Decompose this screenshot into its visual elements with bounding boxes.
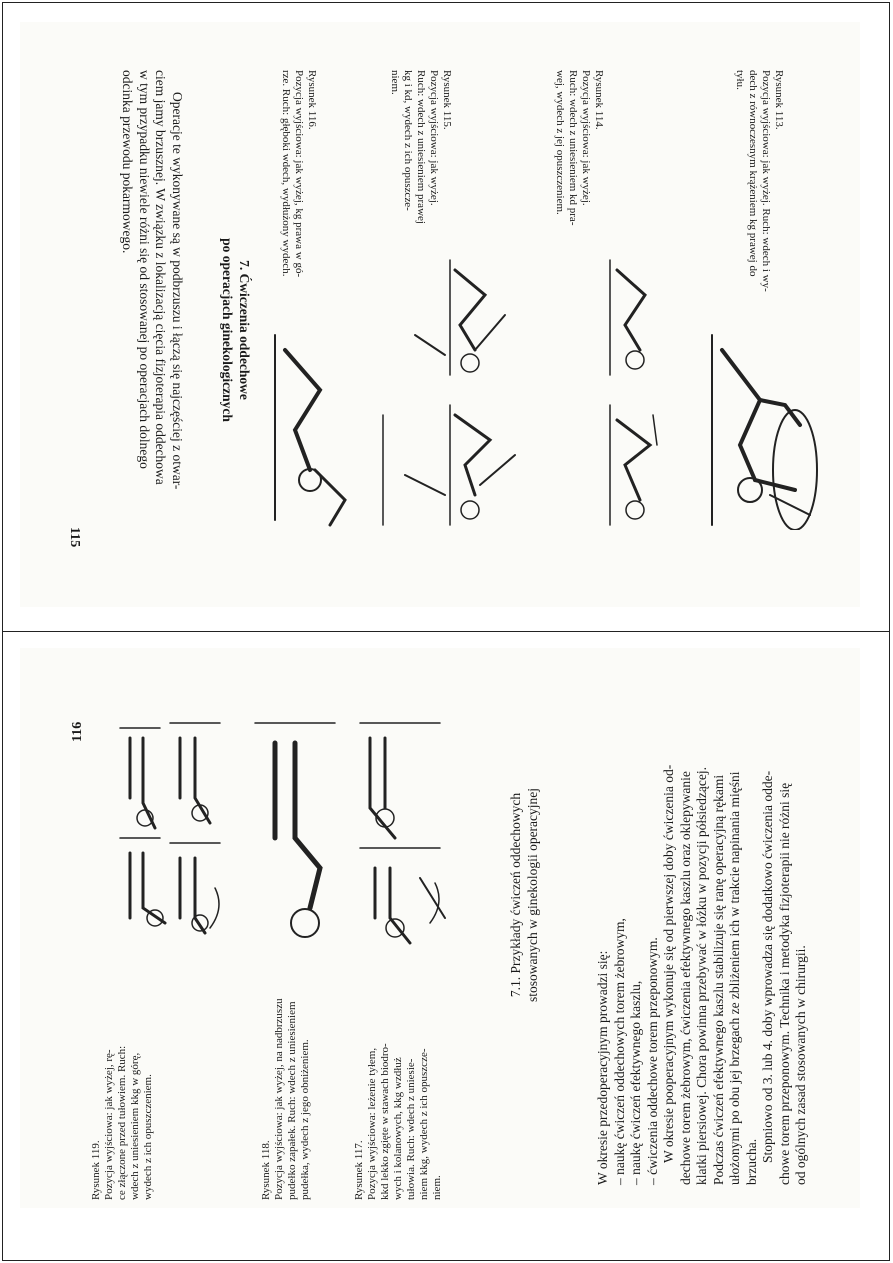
page-number: 116 [70,721,85,742]
caption-line: pudełka, wydech z jego obniżeniem. [299,1039,311,1200]
paragraph-line: dechowe torem żebrowym, ćwiczenia efektywnego kaszlu oraz oklepywanie [677,771,693,1185]
figure-114-caption [553,70,605,225]
figure-119-caption [90,1046,155,1200]
caption-line: rze. Ruch: głęboki wdech, wydłużony wydech. [280,70,292,277]
caption-line: wej, wydech z jej opuszczeniem. [554,70,566,215]
caption-line: Pozycja wyjściowa: jak wyżej. [580,70,592,206]
caption-line: niem. [431,1175,443,1200]
figure-114-drawing [605,255,665,530]
caption-line: ce złączone przed tułowiem. Ruch: [116,1045,128,1200]
paragraph-line: klatki piersiowej. Chora powinna przebywać w łóżku w pozycji półsiedzącej. [694,767,709,1185]
heading-line: 7.1. Przykłady ćwiczeń oddechowych [508,792,523,998]
caption-line: Pozycja wyjściowa: jak wyżej, rę- [103,1049,115,1200]
paragraph-line: Stopniowo od 3. lub 4. doby wprowadza się dodatkowo ćwiczenia odde- [760,770,775,1163]
intro-line: – naukę ćwiczeń oddechowych torem żebrowym, [611,918,627,1185]
figure-117-caption [353,1043,444,1200]
figure-118-drawing [250,718,340,948]
intro-line: – ćwiczenia oddechowe torem przeponowym. [644,937,660,1185]
caption-line: Pozycja wyjściowa: leżenie tyłem, [366,1047,378,1200]
caption-line: niem kkg, wydech z ich opuszcze- [418,1048,430,1200]
heading-line: stosowanych w ginekologii operacyjnej [524,787,540,1003]
paragraph-line: ciem jamy brzusznej. W związku z lokalizacją cięcia fizjoterapia oddechowa [153,70,169,485]
caption-line: Ruch: wdech z uniesieniem kd pra- [567,70,579,226]
figure-116-drawing [255,330,355,530]
caption-line: kkd lekko zgięte w stawach biodro- [379,1043,391,1200]
paragraph-line: Podczas ćwiczeń efektywnego kaszlu stabilizuje się ranę operacyjną rękami [710,774,726,1185]
caption-line: tułowia. Ruch: wdech z uniesie- [405,1058,417,1200]
paragraph-line: od ogólnych zasad stosowanych w chirurgii. [793,945,808,1185]
intro-line: W okresie przedoperacyjnym prowadzi się: [595,950,610,1185]
section-7-paragraph [119,70,185,489]
figure-113-drawing [700,330,825,530]
caption-line: Pozycja wyjściowa: jak wyżej. [428,70,440,206]
caption-line: wdech z uniesieniem kkg w górę, [129,1052,141,1200]
caption-line: Pozycja wyjściowa: jak wyżej. Ruch: wdech i wy- [760,70,772,292]
caption-line: Pozycja wyjściowa: jak wyżej, kg prawa w gó- [293,70,305,278]
caption-title: Rysunek 113. [773,70,785,130]
caption-line: pudełko zapałek. Ruch: wdech z uniesieniem [286,1001,298,1200]
caption-title: Rysunek 115. [441,70,453,130]
figure-115-drawing [375,255,525,530]
paragraph-line: chowe torem przeponowym. Technika i metodyka fizjoterapii nie różni się [776,782,792,1185]
figure-118-caption [260,998,312,1200]
caption-title: Rysunek 114. [593,70,605,130]
intro-line: – naukę ćwiczeń efektywnego kaszlu, [628,980,643,1185]
figure-115-caption [388,70,453,224]
caption-title: Rysunek 116. [306,70,318,130]
figure-113-caption [733,70,785,292]
paragraph-line: ułożonymi po obu jej brzegach ze zbliżeniem ich w trakcie napinania mięśni [727,771,742,1185]
paragraph-line: w tym przypadku niewiele różni się od stosowanej po operacjach dolnego [137,70,152,469]
paragraph-line: odcinka przewodu pokarmowego. [120,70,136,254]
figure-119-drawing [115,718,225,948]
paragraph-line: Operacje te wykonywane są w podbrzuszu i łączą się najczęściej z otwar- [170,92,185,490]
bottom-page-text [595,765,810,1185]
page-number: 115 [67,527,82,548]
caption-title: Rysunek 118. [260,1140,272,1200]
caption-line: tyłu. [734,70,746,90]
heading-line: 7. Ćwiczenia oddechowe [237,260,252,400]
section-7-heading [219,200,252,460]
caption-line: wydech z ich opuszczeniem. [142,1074,154,1200]
caption-line: wych i kolanowych, kkg wzdłuż [392,1057,404,1200]
heading-line: po operacjach ginekologicznych [220,238,236,422]
section-7-1-heading [508,745,541,1045]
caption-line: Pozycja wyjściowa: jak wyżej, na nadbrzuszu [273,998,285,1200]
caption-line: Ruch: wdech z uniesieniem prawej [415,70,427,224]
caption-line: kg i kd, wydech z ich opuszcze- [402,70,414,211]
paragraph-line: brzucha. [743,1138,759,1185]
figure-117-drawing [350,718,450,958]
caption-line: niem. [389,70,401,95]
figure-116-caption [279,70,318,277]
caption-title: Rysunek 119. [90,1140,102,1200]
caption-line: dech z równoczesnym krążeniem kg prawej do [747,70,759,277]
paragraph-line: W okresie pooperacyjnym wykonuje się od pierwszej doby ćwiczenia od- [661,764,676,1163]
caption-title: Rysunek 117. [353,1140,365,1200]
